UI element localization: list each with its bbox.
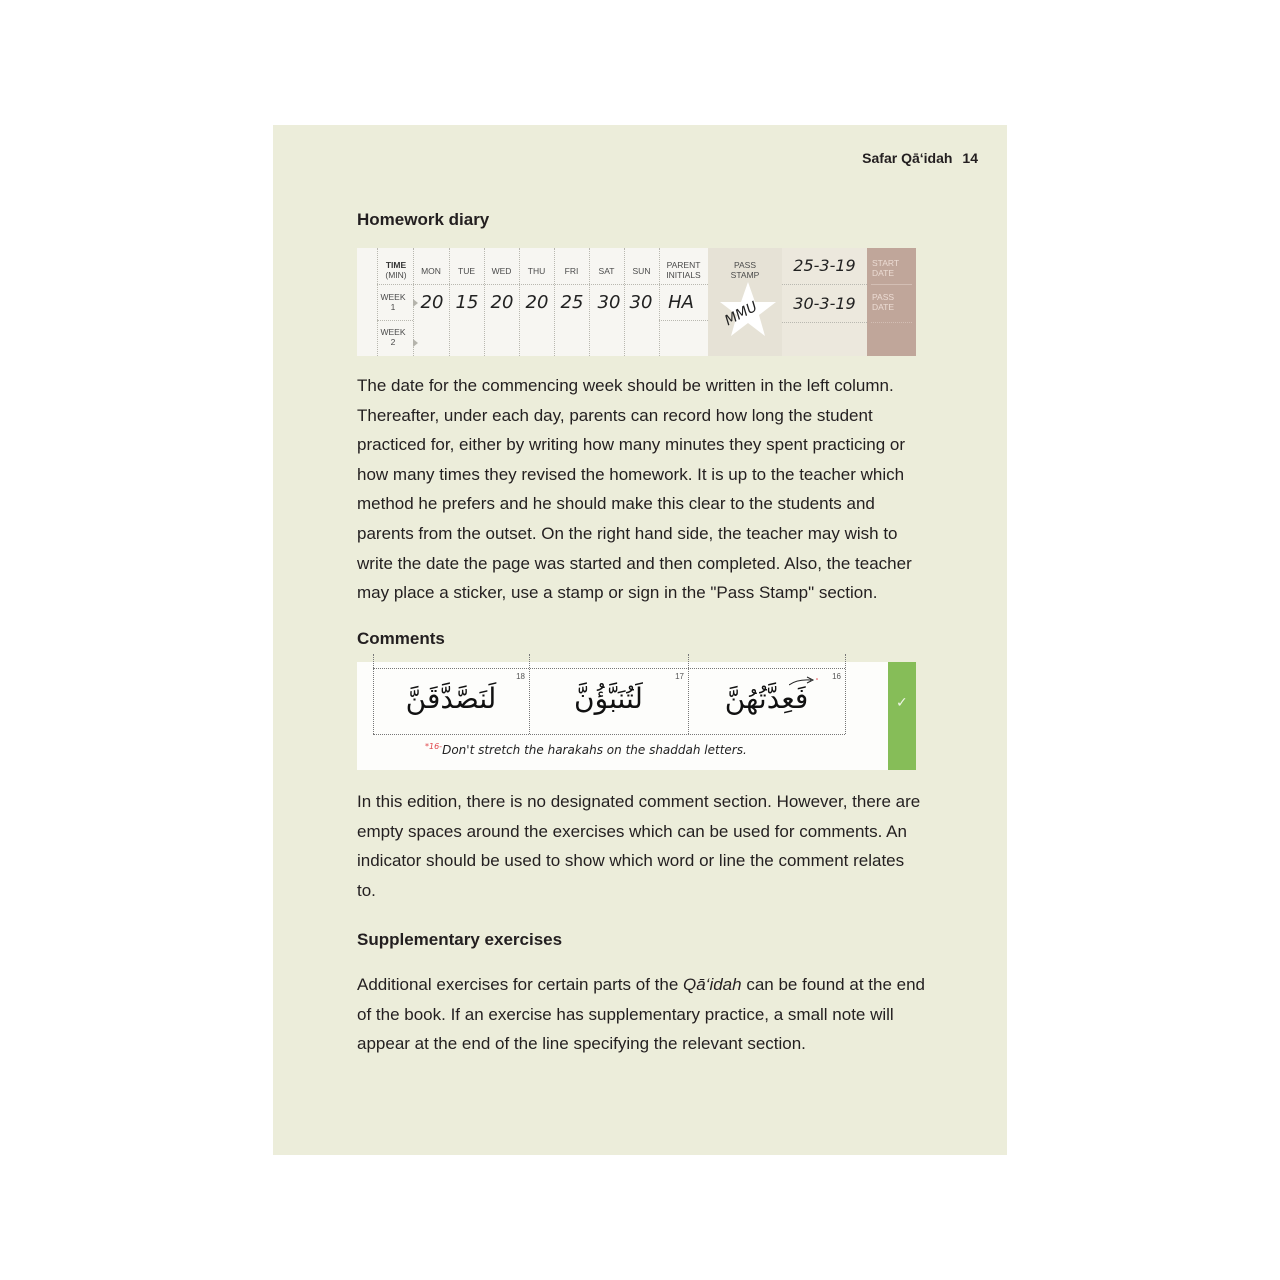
week-1-label: WEEK 1 (380, 292, 406, 312)
header-parent-initials: PARENT INITIALS (666, 260, 701, 280)
exercise-number: 18 (516, 672, 525, 681)
supplementary-paragraph: Additional exercises for certain parts of the Qā‘idah can be found at the end of the book. If an exercise has supplementary practice, a small note will appear at the end of the line specifying the relevant section. (357, 975, 925, 1054)
homework-diary-table (357, 248, 916, 356)
teacher-comment (425, 742, 747, 757)
header-sat: SAT (598, 266, 615, 276)
week-1-wed[interactable]: 20 (490, 292, 514, 313)
dates-column (782, 248, 867, 356)
header-sun: SUN (632, 266, 651, 276)
week-1-mon[interactable]: 20 (420, 292, 444, 313)
heading-homework-diary: Homework diary (357, 210, 490, 229)
heading-comments: Comments (357, 629, 445, 648)
arabic-word: لَنَصَّدَّقَنَّ (405, 682, 497, 715)
header-wed: WED (491, 266, 512, 276)
pass-date-value[interactable]: 30-3-19 (793, 294, 856, 313)
comment-text: Don't stretch the harakahs on the shaddah letters. (442, 743, 747, 757)
exercise-17 (529, 670, 688, 734)
exercise-16 (688, 670, 845, 734)
week-1-fri[interactable]: 25 (560, 292, 584, 313)
week-1-sun[interactable]: 30 (629, 292, 653, 313)
comments-example (357, 662, 916, 770)
header-tue: TUE (458, 266, 475, 276)
header-pass-stamp: PASS STAMP (730, 260, 760, 280)
heading-supplementary-exercises: Supplementary exercises (357, 930, 563, 949)
stamp-signature: MMU (722, 298, 761, 330)
arabic-word: لَتُنَبَّؤُنَّ (574, 682, 643, 715)
week-1-thu[interactable]: 20 (525, 292, 549, 313)
exercise-18 (373, 670, 529, 734)
header-time: TIME (MIN) (385, 260, 407, 280)
header-mon: MON (421, 266, 441, 276)
week-2-label: WEEK 2 (380, 327, 406, 347)
running-head (862, 150, 978, 166)
exercise-number: 17 (675, 672, 684, 681)
comments-paragraph: In this edition, there is no designated comment section. However, there are empty spaces around the exercises which can be used for comments. An indicator should be used to show which word or line the comment relates to. (357, 792, 921, 900)
header-fri: FRI (564, 266, 579, 276)
check-icon: ✓ (896, 694, 908, 710)
arabic-word: فَعِدَّتُهُنَّ (724, 682, 809, 715)
comment-reference: *16- (425, 742, 443, 751)
week-1-tue[interactable]: 15 (455, 292, 479, 313)
pass-date-label: PASS DATE (872, 292, 895, 312)
start-date-label: START DATE (872, 258, 900, 278)
progress-bar (888, 662, 916, 770)
indicator-arrow-icon (789, 676, 819, 686)
book-title-italic: Qā‘idah (683, 975, 742, 994)
book-page (273, 125, 1007, 1155)
arrow-right-icon (413, 339, 418, 347)
page-number: 14 (962, 150, 978, 166)
week-1-parent-initials[interactable]: HA (668, 292, 694, 313)
date-labels-column (867, 248, 916, 356)
homework-diary-paragraph: The date for the commencing week should be written in the left column. Thereafter, under each day, parents can record how long the student practiced for, either by writing how many minutes they spent practicing or how many times they revised the homework. It is up to the teacher which method he prefers and he should make this clear to the students and parents from the outset. On the right hand side, the teacher may wish to write the date the page was started and then completed. Also, the teacher may place a sticker, use a stamp or sign in the "Pass Stamp" section. (357, 376, 912, 603)
header-thu: THU (527, 266, 546, 276)
book-title: Safar Qā‘idah (862, 150, 953, 166)
exercise-number: 16 (832, 672, 841, 681)
week-1-sat[interactable]: 30 (597, 292, 621, 313)
pass-stamp-column (708, 248, 782, 356)
start-date-value[interactable]: 25-3-19 (793, 256, 856, 275)
